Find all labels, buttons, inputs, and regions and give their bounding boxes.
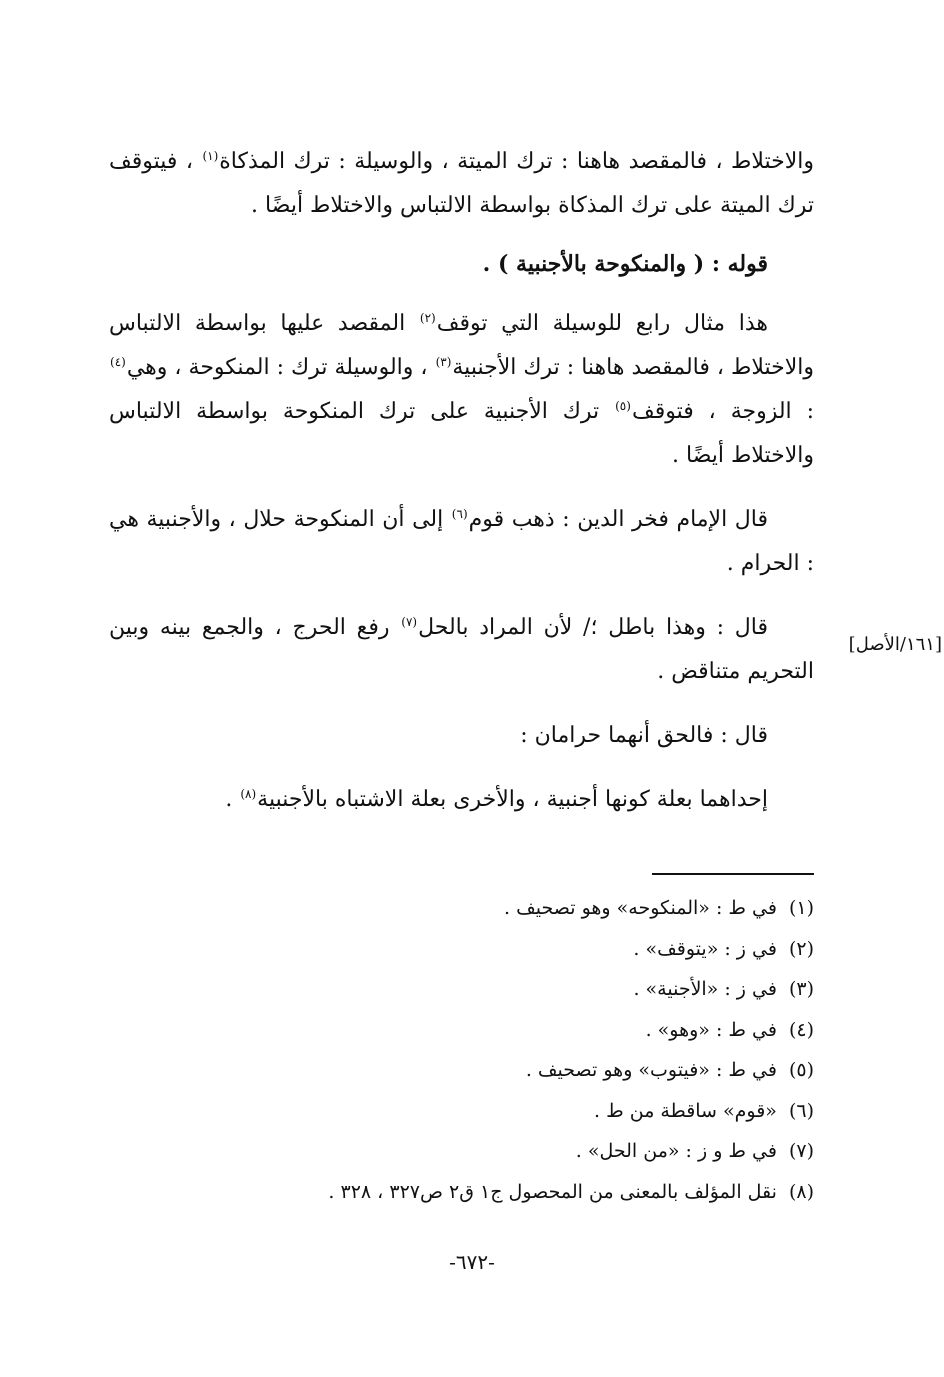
text-run: والاختلاط ، فالمقصد هاهنا : ترك الميتة ، والوسيلة : ترك المذكاة <box>219 149 814 174</box>
paragraph-2-heading: قوله : ( والمنكوحة بالأجنبية ) . <box>482 251 768 277</box>
text-run: : الزوجة ، فتوقف <box>631 399 814 424</box>
footnote-ref-2: (٢) <box>419 310 436 325</box>
footnote-number: (٧) <box>788 1140 814 1162</box>
text-run: هذا مثال رابع للوسيلة التي توقف <box>436 311 768 336</box>
footnotes-list <box>114 888 814 1212</box>
paragraph-1 <box>109 140 814 228</box>
footnote-text: في ز : «يتوقف» . <box>633 937 777 960</box>
text-run: . <box>225 787 240 812</box>
footnote-number: (٨) <box>788 1180 814 1203</box>
footnote-item <box>114 1091 814 1132</box>
footnote-number: (٤) <box>788 1018 814 1041</box>
footnote-item <box>114 969 814 1010</box>
text-run: قال : وهذا باطل ؛/ لأن المراد بالحل <box>418 615 768 640</box>
footnote-ref-8: (٨) <box>240 786 257 801</box>
footnote-text: في ط : «المنكوحه» وهو تصحيف . <box>504 897 777 919</box>
text-run: المقصد عليها بواسطة الالتباس والاختلاط ، فالمقصد هاهنا : ترك الأجنبية <box>109 311 815 380</box>
footnote-number: (٦) <box>788 1099 814 1122</box>
margin-note: [١٦١/الأصل] <box>848 634 942 655</box>
footnote-ref-1: (١) <box>202 148 219 163</box>
footnote-text: «قوم» ساقطة من ط . <box>594 1099 777 1122</box>
footnote-text: في ط : «وهو» . <box>645 1018 777 1041</box>
footnote-item <box>114 929 814 970</box>
paragraph-4 <box>109 498 814 586</box>
footnote-text: في ز : «الأجنية» . <box>633 978 777 1000</box>
footnote-ref-7: (٧) <box>401 614 418 629</box>
text-run: رفع الحرج ، والجمع بينه وبين التحريم متناقض . <box>109 615 814 684</box>
footnote-number: (٥) <box>788 1059 814 1081</box>
paragraph-6: قال : فالحق أنهما حرامان : <box>520 723 768 748</box>
text-run: ، فيتوقف ترك الميتة على ترك المذكاة بواسطة الالتباس والاختلاط أيضًا . <box>109 149 814 218</box>
page-number: -٦٧٢- <box>449 1250 495 1274</box>
text-run: إحداهما بعلة كونها أجنبية ، والأخرى بعلة الاشتباه بالأجنبية <box>257 787 768 812</box>
footnote-item <box>114 1050 814 1091</box>
footnote-text: نقل المؤلف بالمعنى من المحصول ج١ ق٢ ص٣٢٧ ، ٣٢٨ . <box>328 1180 777 1203</box>
text-run: قال الإمام فخر الدين : ذهب قوم <box>468 507 768 532</box>
footnote-item <box>114 1010 814 1051</box>
paragraph-7 <box>109 778 814 822</box>
paragraph-3 <box>109 302 814 478</box>
footnote-text: في ط و ز : «من الحل» . <box>575 1140 777 1162</box>
footnote-ref-5: (٥) <box>615 398 631 413</box>
footnote-number: (١) <box>788 897 814 919</box>
text-run: ترك الأجنبية على ترك المنكوحة بواسطة الالتباس والاختلاط أيضًا . <box>109 399 814 468</box>
footnote-number: (٢) <box>788 937 814 960</box>
text-run: ، والوسيلة ترك : المنكوحة ، وهي <box>126 355 435 380</box>
main-text <box>109 140 814 842</box>
footnote-item <box>114 1172 814 1213</box>
paragraph-5 <box>109 606 814 694</box>
footnote-item <box>114 1131 814 1172</box>
footnote-text: في ط : «فيتوب» وهو تصحيف . <box>525 1059 777 1081</box>
footnote-ref-3: (٣) <box>435 354 452 369</box>
footnote-number: (٣) <box>788 978 814 1000</box>
footnote-divider <box>652 873 814 875</box>
footnote-item <box>114 888 814 929</box>
text-run: إلى أن المنكوحة حلال ، والأجنبية هي : الحرام . <box>109 507 814 576</box>
footnote-ref-4: (٤) <box>110 354 126 369</box>
footnote-ref-6: (٦) <box>451 506 468 521</box>
